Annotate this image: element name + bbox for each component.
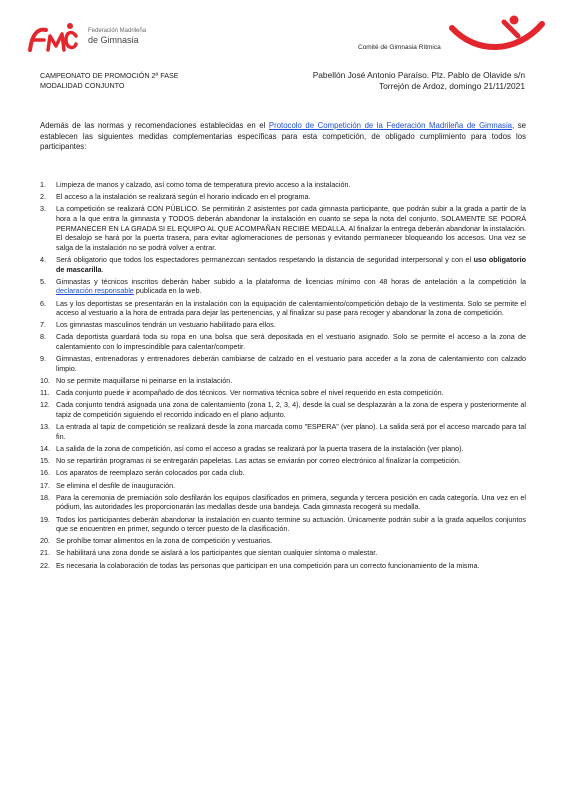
rule-number: 14. — [40, 443, 50, 453]
rule-text: Cada conjunto tendrá asignada una zona de calentamiento (zona 1, 2, 3, 4), desde la cual se desplazarán a la zona de espera y posteriormente al tapiz de competición siguiendo el recorrido indicado en el plano adjunto. — [56, 400, 526, 419]
rule-item — [40, 481, 526, 491]
rule-item — [40, 400, 526, 419]
fmg-logo — [26, 20, 186, 60]
rule-number: 5. — [40, 276, 46, 286]
federation-label: de Gimnasia — [88, 35, 139, 45]
intro-paragraph — [40, 121, 526, 153]
rule-number: 6. — [40, 298, 46, 308]
rule-text: Cada deportista guardará toda su ropa en una bolsa que será depositada en el vestuario asignado. Solo se permite el acceso a la zona de calentamiento con lo imprescindible para calentar/competir. — [56, 332, 526, 352]
rule-emphasis: uso obligatorio de mascarilla — [56, 254, 526, 274]
rule-text: La entrada al tapiz de competición se realizará desde la zona marcada como "ESPERA" (ver plano). La salida será por el acceso marcado para tal fin. — [56, 422, 526, 441]
rule-number: 3. — [40, 204, 46, 214]
rule-text: Todos los participantes deberán abandonar la instalación en cuanto termine su actuación. Únicamente podrán subir a la grada aquellos conjuntos que se encuentren en primer, segundo o tercer puesto de la clasificación. — [56, 514, 526, 534]
rule-text: La salida de la zona de competición, así como el acceso a gradas se realizará por la puerta trasera de la instalación (ver plano). — [56, 443, 464, 453]
rule-item — [40, 180, 526, 190]
rule-text: Gimnastas, entrenadoras y entrenadores deberán cambiarse de calzado en el vestuario para acceder a la zona de calentamiento con calzado limpio. — [56, 354, 526, 373]
rule-text: Los gimnastas masculinos tendrán un vestuario habilitado para ellos. — [56, 320, 276, 330]
rule-number: 22. — [40, 560, 50, 570]
intro-text: Además de las normas y recomendaciones establecidas en el — [40, 121, 269, 130]
rule-text: Para la ceremonia de premiación solo desfilarán los equipos clasificados en primera, segunda y tercera posición en cada categoría. Una vez en el pódium, las autoridades les proporcionarán las medallas desde una bandeja. Cada gimnasta recogerá su medalla. — [56, 492, 526, 512]
championship-title — [40, 71, 179, 90]
date-line: Torrejón de Ardoz, domingo 21/11/2021 — [378, 81, 525, 91]
rule-item — [40, 468, 526, 478]
rule-item — [40, 561, 526, 571]
protocol-link[interactable]: Protocolo de Competición de la Federación Madrileña de Gimnasia — [268, 121, 513, 130]
rule-item — [40, 515, 526, 534]
rule-item — [40, 354, 526, 373]
rule-text: Se prohíbe tomar alimentos en la zona de competición y vestuarios. — [56, 536, 273, 546]
rule-number: 20. — [40, 536, 50, 546]
rule-text: publicada en la web. — [133, 286, 202, 296]
rule-item — [40, 493, 526, 512]
rule-text: Se elimina el desfile de inauguración. — [56, 480, 176, 490]
rule-number: 18. — [40, 492, 50, 502]
championship-line: CAMPEONATO DE PROMOCIÓN 2ª FASE — [40, 71, 179, 80]
rule-number: 4. — [40, 254, 46, 264]
rule-number: 1. — [40, 180, 46, 189]
federation-label-small: Federación Madrileña — [88, 28, 147, 34]
fmg-logo-icon — [26, 20, 78, 56]
rule-text: La competición se realizará CON PÚBLICO. Se permitirán 2 asistentes por cada gimnasta participante, que podrán subir a la grada a partir de la hora a la que entra la gimnasta y TODOS deberán abandonar la instalación en cuanto se sepa la nota del conjunto. SOLAMENTE SE PODRÁ PERMANECER EN LA GRADA SI EL EQUIPO AL QUE ACOMPAÑAN RECIBE MEDALLA. Al finalizar la entrega deberán abandonar la instalación. El desalojo se hará por la puerta trasera, para evitar aglomeraciones de personas y evitando permanecer bloqueando los accesos. Una vez se salga de la instalación no se podrá volver a entrar. — [56, 204, 526, 252]
rule-item — [40, 422, 526, 441]
rules-list — [40, 180, 526, 573]
rule-number: 17. — [40, 480, 50, 490]
rule-number: 7. — [40, 320, 46, 330]
venue-info — [313, 70, 525, 92]
declaration-link[interactable]: declaración responsable — [56, 286, 134, 296]
rhythmic-gymnastics-logo-icon — [446, 14, 546, 58]
rule-number: 16. — [40, 468, 50, 478]
rule-number: 12. — [40, 400, 50, 410]
rule-text: Cada conjunto puede ir acompañado de dos técnicos. Ver normativa técnica sobre el nivel requerido en esta competición. — [56, 388, 444, 398]
rule-item — [40, 444, 526, 454]
rule-item — [40, 320, 526, 330]
rule-text: Limpieza de manos y calzado, así como toma de temperatura previo acceso a la instalación. — [56, 180, 351, 189]
rule-text: No se permite maquillarse ni peinarse en la instalación. — [56, 376, 233, 386]
rule-item — [40, 536, 526, 546]
rule-text: Es necesaria la colaboración de todas las personas que participan en una competición para un correcto funcionamiento de la misma. — [56, 560, 480, 570]
rule-number: 19. — [40, 514, 50, 524]
rule-text: . — [101, 264, 104, 274]
rule-number: 9. — [40, 354, 46, 364]
rule-text: Las y los deportistas se presentarán en la instalación con la equipación de calentamiento/competición debajo de la vestimenta. Solo se permite el acceso al vestuario a la hora de entrada para dejar las pertenencias, y al finalizar su pase para recoger y abandonar la zona de competición. — [56, 298, 526, 318]
rule-number: 10. — [40, 376, 50, 386]
rule-number: 11. — [40, 388, 50, 398]
rule-text: Gimnastas y técnicos inscritos deberán haber subido a la plataforma de licencias mínimo con 48 horas de antelación a la competición la — [56, 276, 526, 286]
committee-label: Comité de Gimnasia Rítmica — [358, 44, 441, 51]
modality-line: MODALIDAD CONJUNTO — [40, 80, 125, 90]
rule-item — [40, 388, 526, 398]
rule-item — [40, 255, 526, 274]
rule-item — [40, 299, 526, 318]
rule-text: Los aparatos de reemplazo serán colocados por cada club. — [56, 468, 245, 478]
rule-item — [40, 548, 526, 558]
rule-item — [40, 456, 526, 466]
rule-number: 13. — [40, 422, 50, 432]
rule-text: Será obligatorio que todos los espectadores permanezcan sentados respetando la distancia de seguridad interpersonal y con el — [56, 254, 474, 264]
rule-item — [40, 277, 526, 296]
rule-text: No se repartirán programas ni se entregarán papeletas. Las actas se enviarán por correo electrónico al finalizar la competición. — [56, 456, 461, 466]
intro-text: , se establecen las siguientes medidas complementarias específicas para esta competición, de obligado cumplimiento para todos los participantes: — [40, 121, 526, 151]
rule-item — [40, 376, 526, 386]
rule-number: 21. — [40, 548, 50, 558]
rule-item — [40, 204, 526, 252]
rule-number: 8. — [40, 332, 46, 342]
rule-text: El acceso a la instalación se realizará según el horario indicado en el programa. — [56, 192, 311, 202]
rule-number: 2. — [40, 192, 46, 202]
rule-number: 15. — [40, 456, 50, 466]
rule-item — [40, 332, 526, 351]
rule-text: Se habilitará una zona donde se aislará a los participantes que sientan cualquier síntoma o malestar. — [56, 548, 378, 558]
venue-line: Pabellón José Antonio Paraíso. Plz. Pablo de Olavide s/n — [312, 70, 525, 80]
rule-item — [40, 192, 526, 202]
